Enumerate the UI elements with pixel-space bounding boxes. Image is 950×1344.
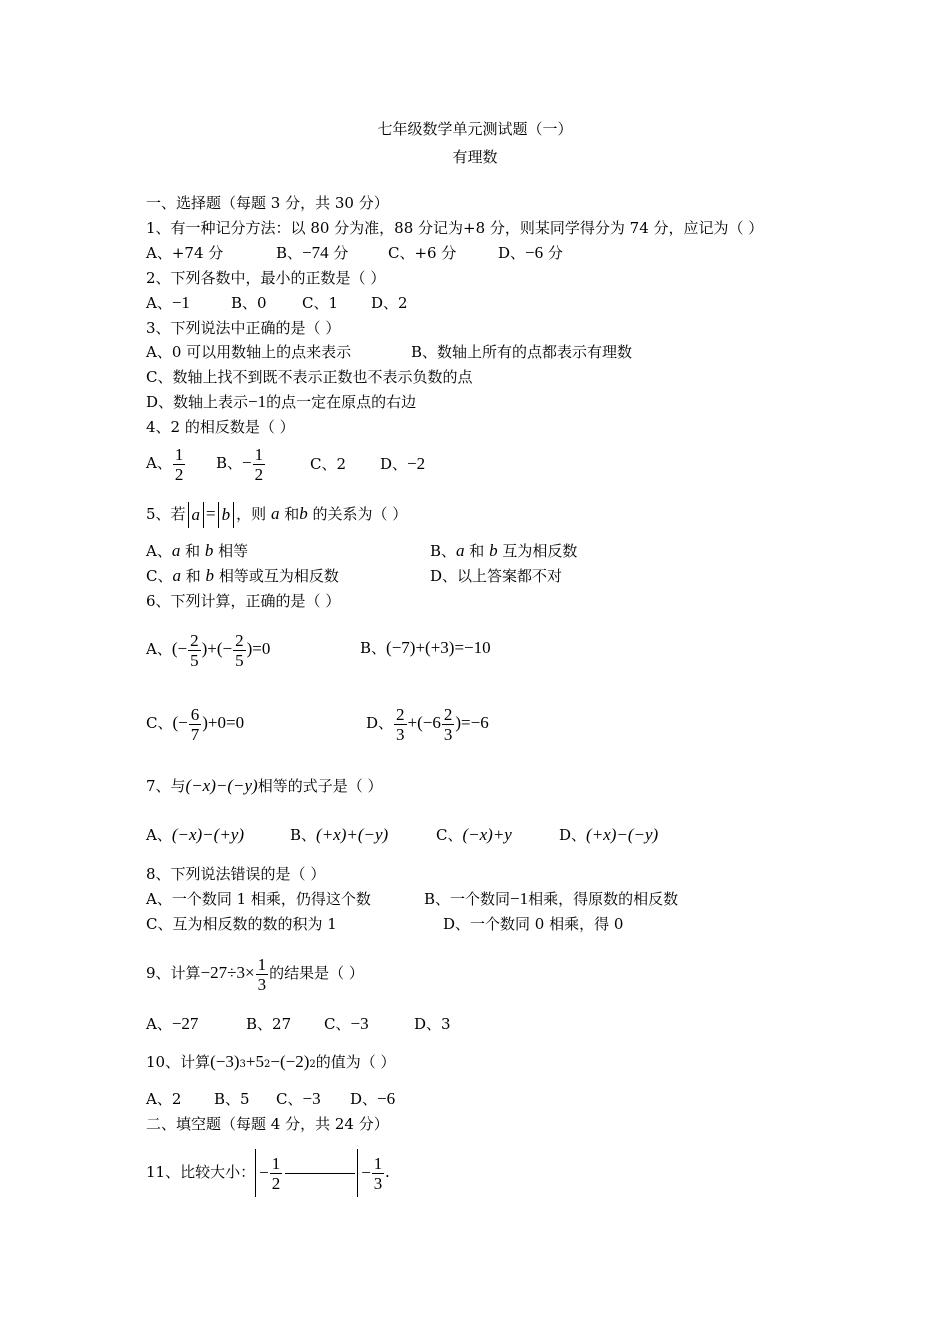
q7-option-d: D、(+x)−(−y) bbox=[559, 825, 659, 844]
q10-option-b: B、5 bbox=[214, 1090, 250, 1108]
question-4-stem: 4、2 的相反数是（ ） bbox=[146, 418, 295, 436]
q8-option-c: C、互为相反数的数的积为 1 bbox=[146, 915, 337, 933]
q4-option-c: C、2 bbox=[310, 455, 347, 473]
q6-option-d: D、 $\frac{2}{3}$ +(−6 $\frac{2}{3}$ )=−6 bbox=[366, 704, 489, 744]
question-2-stem: 2、下列各数中，最小的正数是（ ） bbox=[146, 269, 386, 287]
abs-left-1: − $\frac{1}{2}$ bbox=[255, 1149, 283, 1197]
q3-option-a: A、0 可以用数轴上的点来表示 bbox=[146, 343, 352, 361]
section-heading-1: 一、选择题（每题 3 分，共 30 分） bbox=[146, 194, 389, 212]
question-5-stem: 5、若 a = b ，则 a 和b 的关系为（ ） bbox=[146, 500, 407, 528]
question-9-stem: 9、计算−27÷3× $\frac{1}{3}$ 的结果是（ ） bbox=[146, 954, 364, 994]
q3-option-b: B、数轴上所有的点都表示有理数 bbox=[411, 343, 633, 361]
question-1-stem: 1、有一种记分方法：以 80 分为准，88 分记为+8 分，则某同学得分为 74 分，应记为（ ） bbox=[146, 219, 764, 237]
q3-option-d: D、数轴上表示−1的点一定在原点的右边 bbox=[146, 392, 417, 411]
section-heading-2: 二、填空题（每题 4 分，共 24 分） bbox=[146, 1115, 389, 1133]
q4-option-a: A、 $\frac{1}{2}$ bbox=[146, 444, 184, 484]
q7-option-b: B、(+x)+(−y) bbox=[290, 825, 389, 844]
q5-option-a: A、a 和 b 相等 bbox=[146, 541, 249, 560]
answer-blank[interactable] bbox=[285, 1173, 355, 1174]
q9-option-a: A、−27 bbox=[146, 1014, 199, 1033]
q2-option-d: D、2 bbox=[371, 294, 408, 312]
q3-option-c: C、数轴上找不到既不表示正数也不表示负数的点 bbox=[146, 368, 473, 386]
question-7-stem: 7、与(−x)−(−y)相等的式子是（ ） bbox=[146, 776, 383, 795]
q6-option-a: A、(− $\frac{2}{5}$ )+(− $\frac{2}{5}$ )=0 bbox=[146, 630, 271, 670]
q1-option-a: A、+74 分 bbox=[146, 244, 224, 262]
question-11-stem: 11、比较大小： − $\frac{1}{2}$ − $\frac{1}{3}$ . bbox=[146, 1146, 390, 1198]
q9-option-d: D、3 bbox=[414, 1015, 451, 1033]
q4-option-d: D、−2 bbox=[380, 454, 426, 473]
q6-option-c: C、(− $\frac{6}{7}$ )+0=0 bbox=[146, 704, 245, 744]
q5-option-b: B、a 和 b 互为相反数 bbox=[430, 541, 578, 560]
q7-option-a: A、(−x)−(+y) bbox=[146, 825, 244, 844]
q2-option-c: C、1 bbox=[302, 294, 339, 312]
q2-option-a: A、−1 bbox=[146, 293, 190, 312]
q1-option-d: D、−6 分 bbox=[498, 243, 563, 262]
q1-option-c: C、+6 分 bbox=[388, 244, 457, 262]
q8-option-b: B、一个数同−1相乘，得原数的相反数 bbox=[424, 889, 679, 908]
q10-option-a: A、2 bbox=[146, 1090, 182, 1108]
abs-left-2: − $\frac{1}{3}$ bbox=[357, 1149, 385, 1197]
q5-option-d: D、以上答案都不对 bbox=[430, 567, 563, 585]
q7-option-c: C、(−x)+y bbox=[436, 825, 512, 844]
q6-option-b: B、(−7)+(+3)=−10 bbox=[360, 638, 491, 657]
q5-option-c: C、a 和 b 相等或互为相反数 bbox=[146, 566, 339, 585]
q2-option-b: B、0 bbox=[231, 294, 267, 312]
question-8-stem: 8、下列说法错误的是（ ） bbox=[146, 865, 326, 883]
q10-option-d: D、−6 bbox=[350, 1089, 396, 1108]
question-3-stem: 3、下列说法中正确的是（ ） bbox=[146, 319, 341, 337]
q4-option-b: B、− $\frac{1}{2}$ bbox=[216, 444, 264, 484]
page-subtitle: 有理数 bbox=[452, 148, 498, 166]
question-6-stem: 6、下列计算，正确的是（ ） bbox=[146, 592, 341, 610]
q9-option-b: B、27 bbox=[246, 1015, 292, 1033]
q9-option-c: C、−3 bbox=[324, 1014, 369, 1033]
page-title: 七年级数学单元测试题（一） bbox=[377, 120, 573, 138]
q10-option-c: C、−3 bbox=[276, 1089, 321, 1108]
q1-option-b: B、−74 分 bbox=[276, 243, 349, 262]
q8-option-a: A、一个数同 1 相乘，仍得这个数 bbox=[146, 890, 371, 908]
q8-option-d: D、一个数同 0 相乘，得 0 bbox=[443, 915, 624, 933]
question-10-stem: 10、计算(−3)3+52−(−2)2的值为（ ） bbox=[146, 1052, 396, 1071]
